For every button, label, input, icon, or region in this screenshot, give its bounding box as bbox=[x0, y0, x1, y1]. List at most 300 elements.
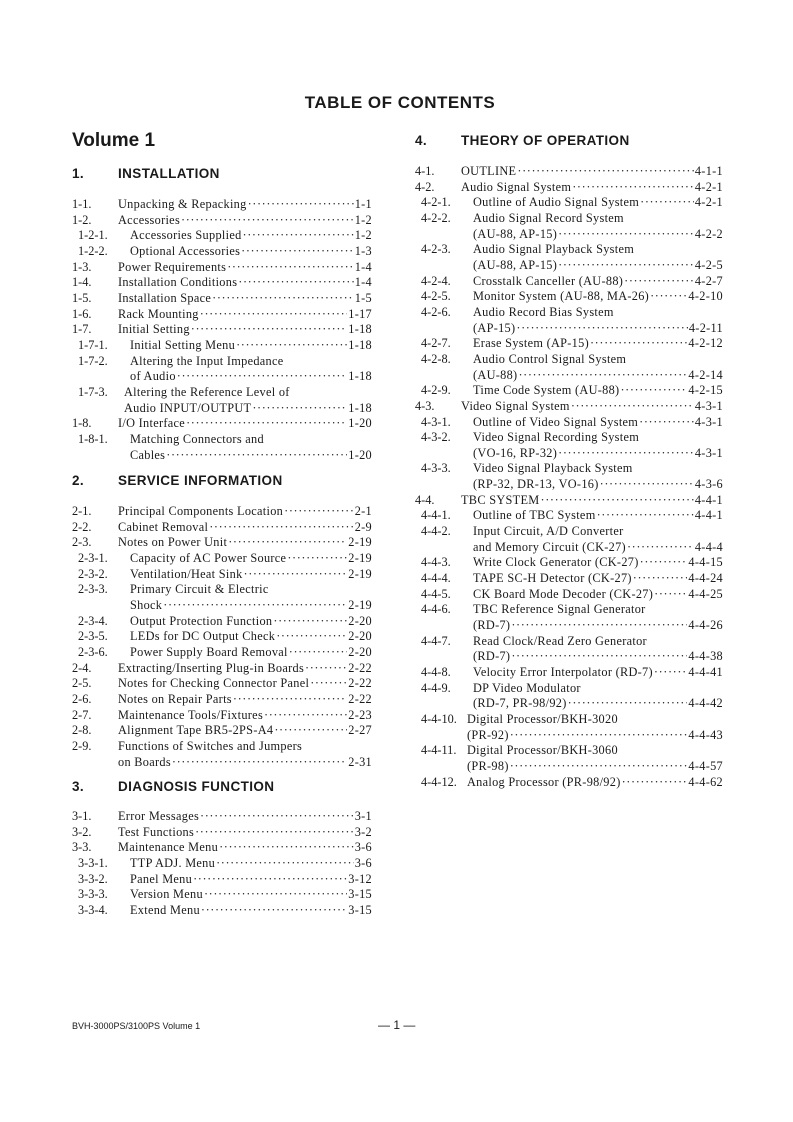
toc-entry[interactable] bbox=[415, 195, 723, 211]
entry-number: 4-4. bbox=[415, 492, 435, 507]
entry-title-continued: and Memory Circuit (CK-27) bbox=[473, 539, 626, 554]
section-number: 2. bbox=[72, 473, 85, 488]
entry-number: 1-2. bbox=[72, 212, 92, 227]
entry-page: 1-3 bbox=[354, 243, 372, 258]
entry-page: 4-1-1 bbox=[694, 164, 723, 178]
dot-leader bbox=[186, 416, 347, 432]
toc-entry[interactable] bbox=[415, 352, 723, 383]
entry-title: Audio Signal System bbox=[461, 179, 572, 194]
toc-entry[interactable] bbox=[415, 665, 723, 681]
entry-number: 1-5. bbox=[72, 290, 92, 305]
entry-title: Extracting/Inserting Plug-in Boards bbox=[118, 660, 305, 675]
entry-title: TAPE SC-H Detector (CK-27) bbox=[473, 571, 632, 586]
dot-leader bbox=[284, 504, 354, 520]
section-entries bbox=[72, 504, 372, 770]
toc-entry[interactable] bbox=[415, 180, 723, 196]
section-heading bbox=[72, 473, 283, 488]
toc-entry[interactable] bbox=[72, 504, 372, 520]
entry-number: 4-4-9. bbox=[421, 680, 451, 695]
entry-number: 4-2-1. bbox=[421, 195, 451, 210]
dot-leader bbox=[654, 587, 687, 603]
entry-title: Cabinet Removal bbox=[118, 519, 209, 534]
entry-number: 4-4-10. bbox=[421, 711, 457, 726]
toc-entry[interactable] bbox=[415, 242, 723, 273]
toc-entry[interactable] bbox=[415, 587, 723, 603]
entry-title-continued: (PR-98) bbox=[467, 758, 509, 773]
toc-entry[interactable] bbox=[72, 322, 372, 338]
toc-entry[interactable] bbox=[72, 809, 372, 825]
dot-leader bbox=[243, 228, 354, 244]
entry-number: 4-4-2. bbox=[421, 524, 451, 539]
footer-page-number: — 1 — bbox=[378, 1018, 416, 1032]
dot-leader bbox=[177, 369, 347, 385]
entry-title: Velocity Error Interpolator (RD-7) bbox=[473, 665, 653, 679]
entry-number: 2-4. bbox=[72, 660, 92, 675]
toc-entry[interactable] bbox=[415, 571, 723, 587]
entry-title: Accessories Supplied bbox=[130, 228, 242, 243]
entry-number: 1-1. bbox=[72, 197, 92, 211]
entry-page: 4-4-26 bbox=[688, 618, 723, 633]
entry-title: Monitor System (AU-88, MA-26) bbox=[473, 289, 650, 304]
toc-entry[interactable] bbox=[415, 274, 723, 290]
toc-entry[interactable] bbox=[415, 461, 723, 492]
entry-title-continued: (AU-88, AP-15) bbox=[473, 257, 558, 272]
entry-title: Altering the Reference Level of bbox=[124, 384, 290, 399]
entry-title: Power Supply Board Removal bbox=[130, 644, 288, 659]
entry-title: Primary Circuit & Electric bbox=[130, 582, 269, 597]
dot-leader bbox=[558, 446, 694, 462]
toc-entry[interactable] bbox=[72, 739, 372, 770]
dot-leader bbox=[195, 825, 354, 841]
toc-entry[interactable] bbox=[72, 872, 372, 888]
entry-page: 2-19 bbox=[348, 550, 372, 565]
toc-entry[interactable] bbox=[415, 743, 723, 774]
entry-number: 1-7. bbox=[72, 322, 92, 337]
dot-leader bbox=[572, 180, 694, 196]
entry-title-continued: on Boards bbox=[118, 754, 171, 769]
entry-title: Maintenance Menu bbox=[118, 840, 219, 855]
toc-entry[interactable] bbox=[72, 551, 372, 567]
toc-entry[interactable] bbox=[72, 676, 372, 692]
dot-leader bbox=[200, 809, 354, 825]
entry-page: 4-2-1 bbox=[694, 179, 723, 194]
entry-page: 2-22 bbox=[348, 660, 372, 675]
entry-number: 2-3-4. bbox=[78, 613, 108, 628]
dot-leader bbox=[597, 508, 694, 524]
entry-title: Video Signal Recording System bbox=[473, 430, 640, 445]
entry-number: 3-1. bbox=[72, 809, 92, 823]
entry-page: 1-4 bbox=[354, 275, 372, 290]
dot-leader bbox=[193, 872, 347, 888]
entry-page: 2-9 bbox=[354, 519, 372, 534]
entry-title: Notes on Power Unit bbox=[118, 535, 228, 550]
entry-number: 4-2-4. bbox=[421, 273, 451, 288]
section-title: THEORY OF OPERATION bbox=[461, 133, 630, 148]
entry-number: 1-6. bbox=[72, 306, 92, 321]
entry-title: Digital Processor/BKH-3020 bbox=[467, 711, 618, 726]
entry-number: 3-3-4. bbox=[78, 902, 108, 917]
entry-page: 2-20 bbox=[348, 644, 372, 659]
toc-entry[interactable] bbox=[72, 840, 372, 856]
dot-leader bbox=[212, 291, 354, 307]
entry-number: 1-2-1. bbox=[78, 228, 108, 243]
entry-title: TBC Reference Signal Generator bbox=[473, 602, 646, 617]
entry-title: Video Signal Playback System bbox=[473, 461, 633, 476]
toc-entry[interactable] bbox=[72, 903, 372, 919]
entry-page: 4-4-38 bbox=[688, 649, 723, 664]
entry-page: 1-2 bbox=[354, 228, 372, 243]
toc-entry[interactable] bbox=[72, 887, 372, 903]
entry-number: 2-8. bbox=[72, 723, 92, 738]
section-entries bbox=[415, 164, 723, 790]
entry-title: Audio Record Bias System bbox=[473, 304, 614, 319]
entry-page: 4-2-7 bbox=[694, 273, 723, 288]
entry-number: 2-7. bbox=[72, 707, 92, 722]
toc-entry[interactable] bbox=[415, 211, 723, 242]
entry-page: 1-2 bbox=[354, 212, 372, 227]
entry-page: 3-2 bbox=[354, 824, 372, 839]
entry-title: I/O Interface bbox=[118, 416, 186, 431]
dot-leader bbox=[516, 321, 687, 337]
toc-entry[interactable] bbox=[72, 416, 372, 432]
entry-title: Read Clock/Read Zero Generator bbox=[473, 633, 647, 648]
entry-page: 2-19 bbox=[348, 566, 372, 581]
entry-title: Audio Signal Playback System bbox=[473, 242, 635, 257]
entry-page: 1-17 bbox=[348, 306, 372, 321]
entry-number: 4-4-4. bbox=[421, 571, 451, 586]
entry-title-continued: of Audio bbox=[130, 369, 176, 384]
entry-page: 1-18 bbox=[348, 322, 372, 337]
entry-title: Principal Components Location bbox=[118, 504, 284, 518]
entry-title: Extend Menu bbox=[130, 902, 200, 917]
entry-title-continued: (PR-92) bbox=[467, 727, 509, 742]
entry-title: OUTLINE bbox=[461, 164, 517, 178]
entry-title-continued: (RD-7) bbox=[473, 649, 511, 664]
entry-number: 3-3. bbox=[72, 840, 92, 855]
toc-entry[interactable] bbox=[72, 661, 372, 677]
entry-title: Rack Mounting bbox=[118, 306, 199, 321]
dot-leader bbox=[622, 775, 688, 791]
entry-title: Altering the Input Impedance bbox=[130, 353, 284, 368]
toc-entry[interactable] bbox=[72, 708, 372, 724]
entry-title: Initial Setting Menu bbox=[130, 337, 236, 352]
entry-number: 1-8-1. bbox=[78, 431, 108, 446]
entry-title: Outline of TBC System bbox=[473, 508, 596, 523]
entry-title: Crosstalk Canceller (AU-88) bbox=[473, 273, 624, 288]
dot-leader bbox=[233, 692, 347, 708]
entry-number: 2-3-6. bbox=[78, 644, 108, 659]
entry-number: 3-3-2. bbox=[78, 871, 108, 886]
dot-leader bbox=[191, 322, 347, 338]
section-heading bbox=[72, 166, 220, 181]
entry-title-continued: (VO-16, RP-32) bbox=[473, 445, 558, 460]
toc-entry[interactable] bbox=[72, 692, 372, 708]
toc-entry[interactable] bbox=[415, 430, 723, 461]
entry-page: 1-18 bbox=[348, 400, 372, 415]
entry-title: Optional Accessories bbox=[130, 243, 241, 258]
dot-leader bbox=[590, 336, 687, 352]
entry-title: CK Board Mode Decoder (CK-27) bbox=[473, 586, 654, 601]
toc-entry[interactable] bbox=[415, 634, 723, 665]
dot-leader bbox=[276, 629, 347, 645]
entry-title-continued: (AP-15) bbox=[473, 320, 516, 335]
toc-entry[interactable] bbox=[415, 336, 723, 352]
entry-number: 4-2-8. bbox=[421, 351, 451, 366]
dot-leader bbox=[541, 493, 694, 509]
toc-entry[interactable] bbox=[415, 164, 723, 180]
section-title: INSTALLATION bbox=[118, 166, 220, 181]
toc-entry[interactable] bbox=[72, 825, 372, 841]
entry-title: Audio Control Signal System bbox=[473, 351, 627, 366]
entry-title: TTP ADJ. Menu bbox=[130, 855, 216, 870]
entry-title: Analog Processor (PR-98/92) bbox=[467, 774, 621, 789]
entry-title: Error Messages bbox=[118, 809, 200, 823]
toc-entry[interactable] bbox=[72, 338, 372, 354]
entry-page: 4-4-43 bbox=[688, 727, 723, 742]
entry-number: 1-7-3. bbox=[78, 384, 108, 399]
entry-page: 3-6 bbox=[354, 840, 372, 855]
entry-page: 4-4-25 bbox=[688, 586, 723, 601]
dot-leader bbox=[654, 665, 688, 681]
entry-number: 2-5. bbox=[72, 676, 92, 691]
entry-number: 4-2-7. bbox=[421, 336, 451, 351]
page-title: TABLE OF CONTENTS bbox=[304, 93, 496, 112]
toc-entry[interactable] bbox=[72, 213, 372, 229]
entry-number: 4-4-6. bbox=[421, 602, 451, 617]
entry-title: Capacity of AC Power Source bbox=[130, 550, 287, 565]
toc-entry[interactable] bbox=[72, 567, 372, 583]
toc-entry[interactable] bbox=[72, 520, 372, 536]
entry-page: 3-6 bbox=[354, 855, 372, 870]
entry-page: 1-1 bbox=[354, 197, 372, 211]
entry-number: 1-8. bbox=[72, 416, 92, 431]
entry-title: Write Clock Generator (CK-27) bbox=[473, 555, 639, 570]
entry-number: 4-4-8. bbox=[421, 665, 451, 679]
dot-leader bbox=[273, 614, 347, 630]
dot-leader bbox=[200, 307, 348, 323]
entry-page: 4-2-12 bbox=[688, 336, 723, 351]
entry-page: 4-2-11 bbox=[688, 320, 723, 335]
toc-entry[interactable] bbox=[415, 289, 723, 305]
dot-leader bbox=[163, 598, 347, 614]
entry-page: 2-1 bbox=[354, 504, 372, 518]
dot-leader bbox=[518, 368, 687, 384]
toc-entry[interactable] bbox=[415, 775, 723, 791]
dot-leader bbox=[640, 195, 694, 211]
entry-page: 4-4-1 bbox=[694, 508, 723, 523]
entry-page: 4-4-1 bbox=[694, 492, 723, 507]
entry-number: 4-2. bbox=[415, 179, 435, 194]
toc-entry[interactable] bbox=[72, 629, 372, 645]
entry-number: 1-2-2. bbox=[78, 243, 108, 258]
dot-leader bbox=[244, 567, 348, 583]
toc-entry[interactable] bbox=[72, 244, 372, 260]
entry-title: Alignment Tape BR5-2PS-A4 bbox=[118, 723, 274, 738]
entry-title: Ventilation/Heat Sink bbox=[130, 566, 243, 581]
toc-entry[interactable] bbox=[415, 681, 723, 712]
entry-title-continued: Cables bbox=[130, 447, 166, 462]
entry-number: 4-4-12. bbox=[421, 774, 457, 789]
entry-page: 4-3-1 bbox=[694, 398, 723, 413]
toc-entry[interactable] bbox=[415, 524, 723, 555]
dot-leader bbox=[517, 164, 693, 180]
entry-number: 1-7-2. bbox=[78, 353, 108, 368]
section-number: 3. bbox=[72, 779, 85, 794]
entry-page: 4-2-15 bbox=[688, 383, 723, 398]
dot-leader bbox=[633, 571, 688, 587]
section-entries bbox=[72, 809, 372, 919]
entry-number: 1-3. bbox=[72, 259, 92, 274]
entry-page: 4-4-42 bbox=[688, 696, 723, 711]
entry-page: 2-27 bbox=[348, 723, 372, 738]
dot-leader bbox=[248, 197, 354, 213]
entry-title: Accessories bbox=[118, 212, 181, 227]
entry-title: LEDs for DC Output Check bbox=[130, 629, 276, 644]
toc-entry[interactable] bbox=[72, 535, 372, 551]
entry-page: 1-5 bbox=[354, 290, 372, 305]
entry-number: 3-3-3. bbox=[78, 887, 108, 902]
toc-entry[interactable] bbox=[72, 614, 372, 630]
entry-number: 1-4. bbox=[72, 275, 92, 290]
entry-number: 1-7-1. bbox=[78, 337, 108, 352]
toc-entry[interactable] bbox=[72, 307, 372, 323]
entry-title: Installation Space bbox=[118, 290, 212, 305]
dot-leader bbox=[510, 728, 688, 744]
toc-entry[interactable] bbox=[415, 305, 723, 336]
entry-page: 4-4-15 bbox=[688, 555, 723, 570]
entry-title: Outline of Audio Signal System bbox=[473, 195, 640, 210]
entry-page: 4-4-41 bbox=[688, 665, 723, 679]
entry-number: 4-4-11. bbox=[421, 743, 457, 758]
dot-leader bbox=[252, 401, 347, 417]
entry-page: 4-4-4 bbox=[694, 539, 723, 554]
toc-entry[interactable] bbox=[72, 260, 372, 276]
entry-page: 2-31 bbox=[348, 754, 372, 769]
entry-title: TBC SYSTEM bbox=[461, 492, 540, 507]
entry-title: Input Circuit, A/D Converter bbox=[473, 524, 624, 539]
entry-title: Time Code System (AU-88) bbox=[473, 383, 620, 398]
entry-page: 3-15 bbox=[348, 887, 372, 902]
entry-title: Functions of Switches and Jumpers bbox=[118, 738, 303, 753]
entry-number: 4-2-6. bbox=[421, 304, 451, 319]
entry-number: 4-4-3. bbox=[421, 555, 451, 570]
entry-page: 2-20 bbox=[348, 629, 372, 644]
dot-leader bbox=[305, 661, 347, 677]
dot-leader bbox=[624, 274, 694, 290]
dot-leader bbox=[510, 759, 688, 775]
dot-leader bbox=[201, 903, 347, 919]
dot-leader bbox=[264, 708, 347, 724]
dot-leader bbox=[620, 383, 687, 399]
toc-entry[interactable] bbox=[415, 602, 723, 633]
entry-title: Test Functions bbox=[118, 824, 195, 839]
entry-page: 4-4-24 bbox=[688, 571, 723, 586]
dot-leader bbox=[310, 676, 347, 692]
entry-page: 1-20 bbox=[348, 447, 372, 462]
entry-page: 2-23 bbox=[348, 707, 372, 722]
toc-entry[interactable] bbox=[72, 432, 372, 463]
entry-page: 1-18 bbox=[348, 369, 372, 384]
toc-entry[interactable] bbox=[415, 508, 723, 524]
dot-leader bbox=[172, 755, 347, 771]
entry-title: Matching Connectors and bbox=[130, 431, 264, 446]
toc-entry[interactable] bbox=[72, 291, 372, 307]
entry-title: Panel Menu bbox=[130, 871, 193, 886]
toc-entry[interactable] bbox=[72, 582, 372, 613]
entry-page: 3-12 bbox=[348, 871, 372, 886]
toc-entry[interactable] bbox=[72, 856, 372, 872]
entry-number: 4-1. bbox=[415, 164, 435, 178]
entry-page: 4-4-57 bbox=[688, 758, 723, 773]
entry-number: 4-4-7. bbox=[421, 633, 451, 648]
entry-page: 2-19 bbox=[348, 535, 372, 550]
entry-page: 4-3-1 bbox=[694, 414, 723, 429]
entry-page: 4-2-5 bbox=[694, 257, 723, 272]
section-number: 4. bbox=[415, 133, 428, 148]
entry-number: 4-3. bbox=[415, 398, 435, 413]
entry-number: 4-4-5. bbox=[421, 586, 451, 601]
section-heading bbox=[72, 779, 274, 794]
entry-page: 3-1 bbox=[354, 809, 372, 823]
entry-number: 4-3-2. bbox=[421, 430, 451, 445]
entry-number: 2-6. bbox=[72, 691, 92, 706]
toc-entry[interactable] bbox=[72, 385, 372, 416]
toc-entry[interactable] bbox=[415, 383, 723, 399]
toc-entry[interactable] bbox=[72, 275, 372, 291]
toc-entry[interactable] bbox=[415, 712, 723, 743]
section-title: DIAGNOSIS FUNCTION bbox=[118, 779, 275, 794]
entry-title: Initial Setting bbox=[118, 322, 190, 337]
entry-page: 2-19 bbox=[348, 597, 372, 612]
dot-leader bbox=[274, 723, 347, 739]
entry-title-continued: Shock bbox=[130, 597, 163, 612]
entry-number: 2-3. bbox=[72, 535, 92, 550]
toc-entry[interactable] bbox=[72, 645, 372, 661]
entry-title: DP Video Modulator bbox=[473, 680, 581, 695]
entry-title: Notes for Checking Connector Panel bbox=[118, 676, 310, 691]
entry-title: Digital Processor/BKH-3060 bbox=[467, 743, 618, 758]
entry-title: Power Requirements bbox=[118, 259, 227, 274]
entry-number: 4-2-3. bbox=[421, 242, 451, 257]
toc-entry[interactable] bbox=[72, 354, 372, 385]
entry-title-continued: (AU-88, AP-15) bbox=[473, 226, 558, 241]
dot-leader bbox=[640, 555, 688, 571]
entry-title: Outline of Video Signal System bbox=[473, 414, 639, 429]
entry-page: 4-2-1 bbox=[694, 195, 723, 210]
toc-entry[interactable] bbox=[415, 415, 723, 431]
entry-title: Unpacking & Repacking bbox=[118, 197, 247, 211]
dot-leader bbox=[289, 645, 348, 661]
section-entries bbox=[72, 197, 372, 463]
dot-leader bbox=[627, 540, 694, 556]
toc-entry[interactable] bbox=[72, 228, 372, 244]
dot-leader bbox=[228, 535, 347, 551]
entry-page: 2-22 bbox=[348, 691, 372, 706]
entry-number: 4-3-1. bbox=[421, 414, 451, 429]
entry-number: 2-3-2. bbox=[78, 566, 108, 581]
dot-leader bbox=[571, 399, 694, 415]
toc-entry[interactable] bbox=[72, 723, 372, 739]
entry-number: 2-3-1. bbox=[78, 550, 108, 565]
entry-title: Maintenance Tools/Fixtures bbox=[118, 707, 264, 722]
entry-title-continued: (RD-7) bbox=[473, 618, 511, 633]
volume-heading: Volume 1 bbox=[72, 130, 156, 151]
toc-entry[interactable] bbox=[72, 197, 372, 213]
toc-entry[interactable] bbox=[415, 399, 723, 415]
toc-entry[interactable] bbox=[415, 555, 723, 571]
toc-entry[interactable] bbox=[415, 493, 723, 509]
entry-page: 1-20 bbox=[348, 416, 372, 431]
